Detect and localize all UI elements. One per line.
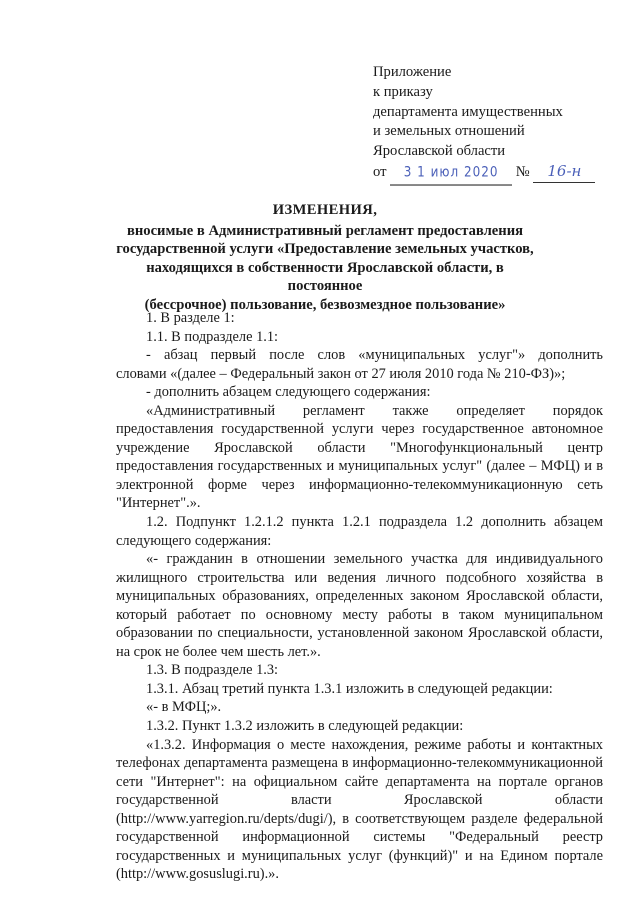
title-line: вносимые в Административный регламент предоставления (126, 222, 523, 239)
title-line: находящихся в собственности Ярославской области, в постоянное (146, 259, 504, 295)
header-line-region: Ярославской области (373, 143, 506, 160)
title-line: (бессрочное) пользование, безвозмездное пользование» (144, 296, 506, 313)
paragraph-citizen-quote: «- гражданин в отношении земельного участка для индивидуального жилищного строительства или ведения личного подсобного хозяйства в муниципальных образованиях, определенных законом Ярославской области, который работает по основному месту работы в таком муниципальном образовании по специальности, установленной законом Ярославской области, на срок не более чем шесть лет.». (116, 551, 603, 660)
paragraph-amend-first: - абзац первый после слов «муниципальных услуг"» дополнить (146, 347, 603, 364)
date-prefix: от (373, 163, 387, 180)
title-heading: ИЗМЕНЕНИЯ, (272, 202, 378, 218)
document-body (116, 309, 603, 884)
header-line-appendix: Приложение (373, 64, 452, 80)
paragraph-item-1-3-1: 1.3.1. Абзац третий пункта 1.3.1 изложить в следующей редакции: (146, 680, 553, 697)
paragraph-info-quote: «1.3.2. Информация о месте нахождения, режиме работы и контактных телефонах департамента размещена в информационно-телекоммуникационной сети "Интернет": на официальном сайте департамента на портале органов государственной власти Ярославской области (http://www.yarregion.ru/depts/dugi/), в соответствующем разделе федеральной государственной информационной системы "Федеральный реестр государственных и муниципальных услуг (функций)" и на Едином портале (http://www.gosuslugi.ru).». (116, 736, 603, 883)
paragraph-mfc-quote: «- в МФЦ;». (146, 699, 222, 716)
appendix-header (373, 63, 613, 184)
document-title (112, 201, 538, 315)
paragraph-subsection-1-2: 1.2. Подпункт 1.2.1.2 пункта 1.2.1 подраздела 1.2 дополнить абзацем следующего содержания: (116, 514, 603, 549)
date-stamp: 3 1 июл 2020 (390, 161, 512, 185)
paragraph-section-1: 1. В разделе 1: (146, 310, 235, 326)
paragraph-subsection-1-1: 1.1. В подразделе 1.1: (146, 328, 279, 345)
title-line: государственной услуги «Предоставление земельных участков, (116, 241, 534, 258)
paragraph-subsection-1-3: 1.3. В подразделе 1.3: (146, 662, 279, 679)
number-prefix: № (515, 163, 530, 180)
paragraph-amend-first-cont: словами «(далее – Федеральный закон от 27 июля 2010 года № 210-ФЗ)»; (116, 365, 566, 382)
header-line-relations: и земельных отношений (373, 123, 525, 140)
paragraph-add-abzac: - дополнить абзацем следующего содержания: (146, 384, 431, 401)
paragraph-reglament-quote: «Административный регламент также определяет порядок предоставления государственной услуги через государственное автономное учреждение Ярославской области "Многофункциональный центр предоставления государственных и муниципальных услуг" (далее – МФЦ) и в электронной форме через информационно-телекоммуникационную сеть "Интернет".». (116, 402, 603, 512)
order-number-handwritten: 16-н (533, 162, 595, 183)
paragraph-item-1-3-2: 1.3.2. Пункт 1.3.2 изложить в следующей редакции: (146, 718, 464, 735)
header-line-order: к приказу (373, 83, 433, 100)
date-number-row (373, 162, 613, 184)
header-line-department: департамента имущественных (373, 103, 563, 120)
